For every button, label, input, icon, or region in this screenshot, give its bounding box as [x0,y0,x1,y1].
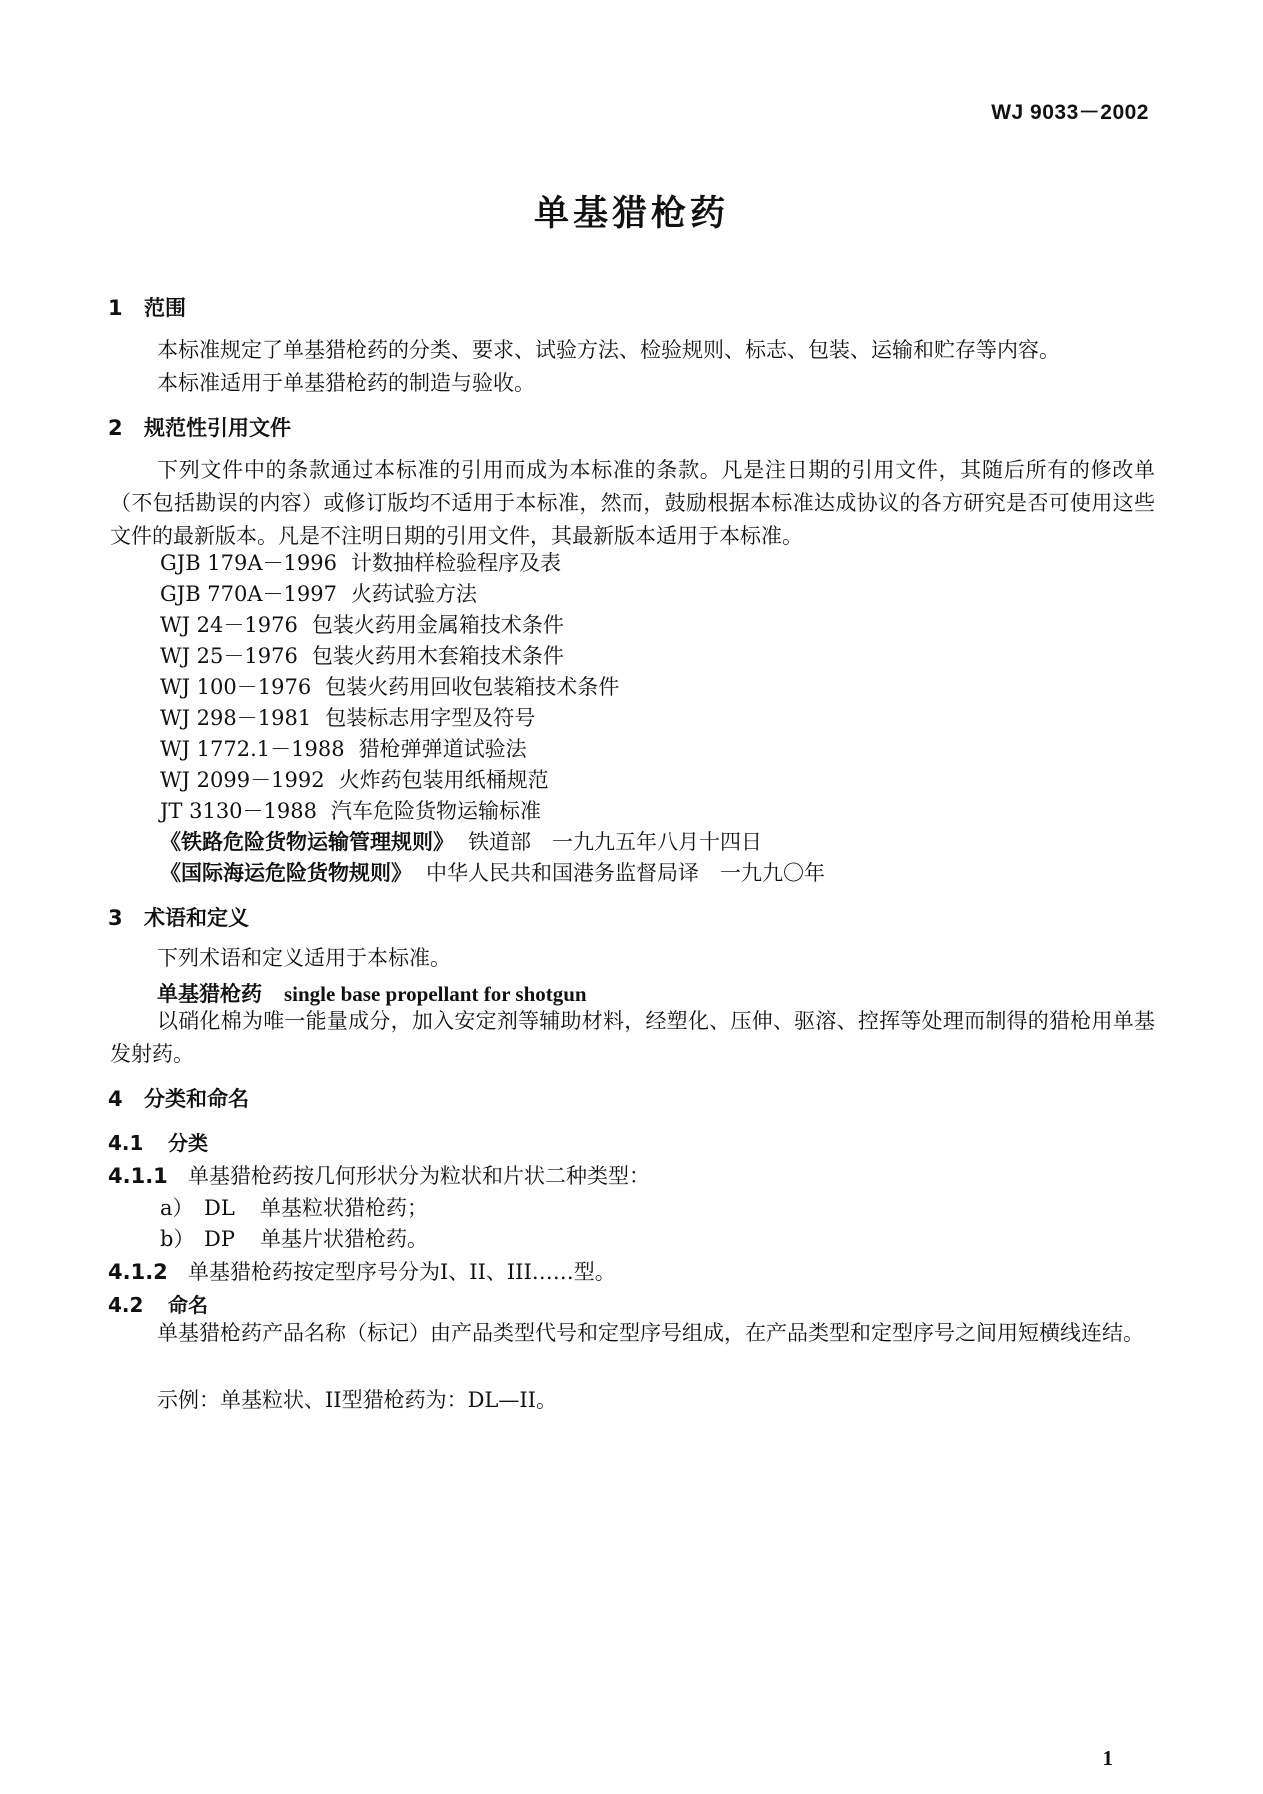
term-definition: 以硝化棉为唯一能量成分，加入安定剂等辅助材料，经塑化、压伸、驱溶、控挥等处理而制得的猎枪用单基发射药。 [110,1009,1155,1066]
reference-item: GJB 770A－1997 火药试验方法 [160,582,477,606]
section-title: 术语和定义 [144,906,249,930]
naming-paragraph: 单基猎枪药产品名称（标记）由产品类型代号和定型序号组成，在产品类型和定型序号之间用短横线连结。 [157,1321,1144,1345]
document-title: 单基猎枪药 [533,194,729,234]
clause-4-1-1: 4.1.1 单基猎枪药按几何形状分为粒状和片状二种类型： [108,1164,650,1188]
references-intro: 下列文件中的条款通过本标准的引用而成为本标准的条款。凡是注日期的引用文件，其随后所有的修改单（不包括勘误的内容）或修订版均不适用于本标准，然而，鼓励根据本标准达成协议的各方研究是否可使用这些文件的最新版本。凡是不注明日期的引用文件，其最新版本适用于本标准。 [110,458,1155,548]
scope-paragraph-2: 本标准适用于单基猎枪药的制造与验收。 [157,371,535,395]
reference-item: WJ 298－1981 包装标志用字型及符号 [160,706,536,730]
section-3-heading [108,902,249,932]
scope-paragraph-1: 本标准规定了单基猎枪药的分类、要求、试验方法、检验规则、标志、包装、运输和贮存等内容。 [157,338,1060,362]
classification-item: a） DL 单基粒状猎枪药； [160,1196,428,1220]
section-1-heading [108,292,186,322]
section-number: 2 [108,416,123,440]
reference-item: WJ 24－1976 包装火药用金属箱技术条件 [160,613,564,637]
clause-4-1-2: 4.1.2 单基猎枪药按定型序号分为I、II、III……型。 [108,1260,616,1284]
reference-item: WJ 100－1976 包装火药用回收包装箱技术条件 [160,675,620,699]
subsection-4-2-heading: 4.2 命名 [108,1293,208,1317]
reference-item: GJB 179A－1996 计数抽样检验程序及表 [160,551,561,575]
classification-item: b） DP 单基片状猎枪药。 [160,1227,428,1251]
reference-item: WJ 1772.1－1988 猎枪弹弹道试验法 [160,737,527,761]
reference-item: WJ 2099－1992 火炸药包装用纸桶规范 [160,768,549,792]
subsection-4-1-heading: 4.1 分类 [108,1131,208,1155]
page-number: 1 [1102,1746,1113,1770]
section-4-heading [108,1083,249,1113]
reference-item: 《铁路危险货物运输管理规则》 铁道部 一九九五年八月十四日 [160,830,762,854]
section-number: 1 [108,296,123,320]
naming-example: 示例：单基粒状、II型猎枪药为：DL—II。 [157,1388,557,1412]
section-number: 4 [108,1087,123,1111]
reference-item: WJ 25－1976 包装火药用木套箱技术条件 [160,644,564,668]
section-title: 范围 [144,296,186,320]
standard-number: WJ 9033－2002 [991,101,1149,124]
section-2-heading [108,412,291,442]
term-entry [157,978,587,1008]
section-title: 规范性引用文件 [144,416,291,440]
section-title: 分类和命名 [144,1087,249,1111]
reference-item: JT 3130－1988 汽车危险货物运输标准 [160,799,541,823]
term-chinese: 单基猎枪药 [157,982,262,1006]
section-number: 3 [108,906,123,930]
term-english: single base propellant for shotgun [284,982,587,1006]
terms-intro: 下列术语和定义适用于本标准。 [157,946,451,970]
reference-item: 《国际海运危险货物规则》 中华人民共和国港务监督局译 一九九〇年 [160,861,825,885]
